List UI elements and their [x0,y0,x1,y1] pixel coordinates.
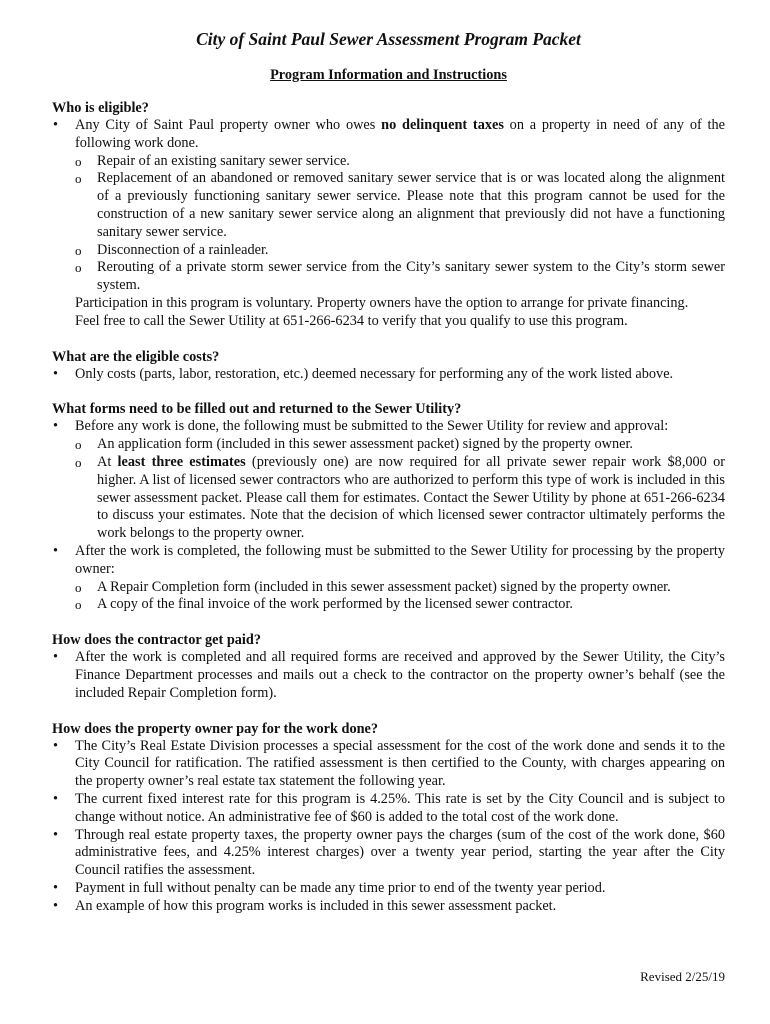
participation-note: Participation in this program is voluntary. Property owners have the option to arrange for private financing. [75,294,689,311]
circle-bullet-icon: o [75,153,82,169]
list-item [52,880,725,898]
list-item-text: Before any work is done, the following must be submitted to the Sewer Utility for review and approval: [75,418,669,435]
bullet-list [52,117,725,295]
bullet-icon: • [53,737,59,754]
sub-list-item [52,579,725,597]
list-item-text: Payment in full without penalty can be made any time prior to end of the twenty year period. [75,879,606,896]
list-item [52,791,725,827]
list-item-text: A copy of the final invoice of the work performed by the licensed sewer contractor. [97,596,573,613]
sub-list-item [52,454,725,543]
bullet-list [52,366,725,384]
circle-bullet-icon: o [75,242,82,258]
circle-bullet-icon: o [75,260,82,276]
list-item [52,649,725,702]
list-item-text: Only costs (parts, labor, restoration, etc.) deemed necessary for performing any of the work listed above. [75,365,674,382]
list-item [52,898,725,916]
list-item-text: Repair of an existing sanitary sewer service. [97,152,350,169]
list-item-text: After the work is completed, the following must be submitted to the Sewer Utility for processing by the property owner: [75,542,725,577]
list-item-text: The City’s Real Estate Division processes a special assessment for the cost of the work done and sends it to the City Council for ratification. The ratified assessment is then certified to the County, with charges appearing on the property owner’s real estate tax statement the following year. [75,737,725,790]
section-eligible-costs [52,348,725,384]
bullet-list [52,418,725,614]
document-page [52,28,725,915]
list-item-text: A Repair Completion form (included in this sewer assessment packet) signed by the property owner. [97,578,671,595]
list-item-text: Through real estate property taxes, the property owner pays the charges (sum of the cost of the work done, $60 administrative fees, and 4.25% interest charges) over a twenty year period, starting the year after the City Council ratifies the assessment. [75,826,725,879]
list-item-text: At [97,453,118,470]
list-item-text: (previously one) are now required for all private sewer repair work $8,000 or higher. A list of licensed sewer contractors who are authorized to perform this type of work is included in this sewer assessment packet. Please call them for estimates. Contact the Sewer Utility by phone at 651-266-6234 to discuss your estimates. Note that the decision of which licensed sewer contractor ultimately performs the work belongs to the property owner. [97,453,725,542]
circle-bullet-icon: o [75,454,82,470]
section-eligibility [52,99,725,331]
list-item-text: The current fixed interest rate for this program is 4.25%. This rate is set by the City Council and is subject to change without notice. An administrative fee of $60 is added to the total cost of the work done. [75,790,725,825]
bullet-icon: • [53,790,59,807]
sub-list-item [52,153,725,171]
bullet-list [52,738,725,916]
list-item-emphasis: no delinquent taxes [381,117,504,133]
bullet-icon: • [53,117,59,133]
section-heading: What are the eligible costs? [52,348,220,365]
page-title: City of Saint Paul Sewer Assessment Program Packet [196,29,581,49]
sub-list-item [52,170,725,241]
section-heading: How does the property owner pay for the work done? [52,720,379,737]
contact-note: Feel free to call the Sewer Utility at 651-266-6234 to verify that you qualify to use this program. [75,312,628,329]
list-item-text: After the work is completed and all required forms are received and approved by the Sewer Utility, the City’s Finance Department processes and mails out a check to the contractor on the property owner’s behalf (see the included Repair Completion form). [75,649,725,701]
sub-list-item [52,436,725,454]
bullet-icon: • [53,826,59,843]
list-item [52,366,725,384]
list-item-text: An application form (included in this sewer assessment packet) signed by the property owner. [97,436,633,453]
section-heading: Who is eligible? [52,100,149,116]
list-item-text: Replacement of an abandoned or removed sanitary sewer service that is or was located along the alignment of a previously functioning sanitary sewer service. Please note that this program cannot be used for the construction of a new sanitary sewer service along an alignment that previously did not have a functioning sanitary sewer service. [97,170,725,240]
sub-list-item [52,259,725,295]
section-heading: What forms need to be filled out and returned to the Sewer Utility? [52,401,462,418]
bullet-icon: • [53,418,59,435]
list-item-text: An example of how this program works is included in this sewer assessment packet. [75,897,557,914]
list-item-text: on a property in need of any of the following work done. [75,117,726,151]
section-contractor-payment [52,631,725,702]
bullet-list [52,649,725,702]
bullet-icon: • [53,649,59,666]
list-item [52,117,725,153]
bullet-icon: • [53,879,59,896]
list-item [52,418,725,436]
bullet-icon: • [53,897,59,914]
list-item-emphasis: least three estimates [117,453,246,470]
revision-date: Revised 2/25/19 [640,969,725,984]
list-item [52,738,725,791]
circle-bullet-icon: o [75,171,82,187]
circle-bullet-icon: o [75,597,82,613]
list-item-text: Disconnection of a rainleader. [97,241,269,258]
section-forms [52,400,725,614]
section-heading: How does the contractor get paid? [52,632,262,649]
sub-list-item [52,596,725,614]
page-subtitle: Program Information and Instructions [270,67,507,83]
bullet-icon: • [53,365,59,382]
circle-bullet-icon: o [75,579,82,595]
circle-bullet-icon: o [75,437,82,453]
sub-list-item [52,242,725,260]
bullet-icon: • [53,542,59,559]
list-item [52,827,725,880]
list-item-text: Any City of Saint Paul property owner who owes [75,117,382,133]
section-owner-payment [52,720,725,916]
list-item [52,543,725,579]
list-item-text: Rerouting of a private storm sewer service from the City’s sanitary sewer system to the City’s storm sewer system. [97,259,725,294]
